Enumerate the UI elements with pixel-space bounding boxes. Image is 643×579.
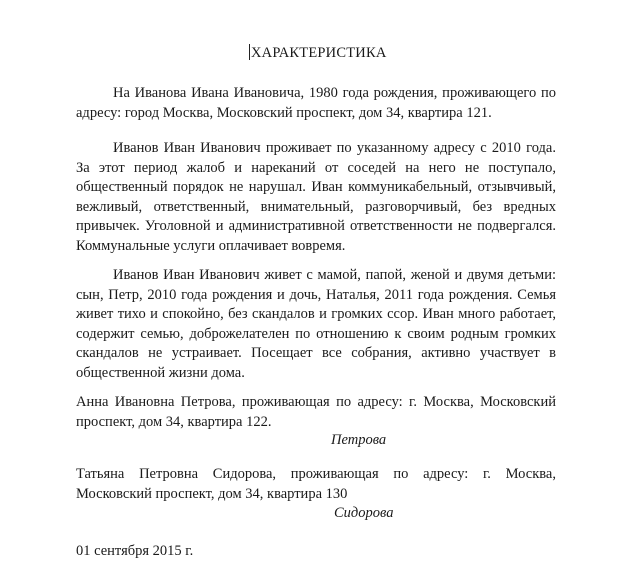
text-cursor bbox=[249, 44, 250, 60]
witness-2-signature: Сидорова bbox=[334, 505, 394, 521]
witness-1-text: Анна Ивановна Петрова, проживающая по адресу: г. Москва, Московский проспект, дом 34, квартира 122. bbox=[76, 394, 556, 430]
witness-1-signature: Петрова bbox=[331, 432, 387, 448]
document-date: 01 сентября 2015 г. bbox=[76, 543, 194, 559]
paragraph-residence: Иванов Иван Иванович проживает по указанному адресу с 2010 года. За этот период жалоб и нареканий от соседей на него не поступало, общественный порядок не нарушал. Иван коммуникабельный, отзывчивый, вежливый, ответственный, внимательный, разговорчивый, без вредных привычек. Уголовной и административной ответственности не подвергался. Коммунальные услуги оплачивает вовремя. bbox=[76, 140, 556, 254]
paragraph-family: Иванов Иван Иванович живет с мамой, папой, женой и двумя детьми: сын, Петр, 2010 года рождения и дочь, Наталья, 2011 года рождения. Семья живет тихо и спокойно, без скандалов и громких ссор. Иван много работает, содержит семью, доброжелателен по отношению к своим родным громких скандалов не устраивает. Посещает все собрания, активно участвует в общественной жизни дома. bbox=[76, 267, 556, 381]
document-title-line bbox=[249, 44, 387, 62]
witness-2-text: Татьяна Петровна Сидорова, проживающая по адресу: г. Москва, Московский проспект, дом 34, квартира 130 bbox=[76, 466, 556, 502]
document-title: ХАРАКТЕРИСТИКА bbox=[251, 45, 387, 61]
intro-paragraph: На Иванова Ивана Ивановича, 1980 года рождения, проживающего по адресу: город Москва, Московский проспект, дом 34, квартира 121. bbox=[76, 85, 556, 121]
